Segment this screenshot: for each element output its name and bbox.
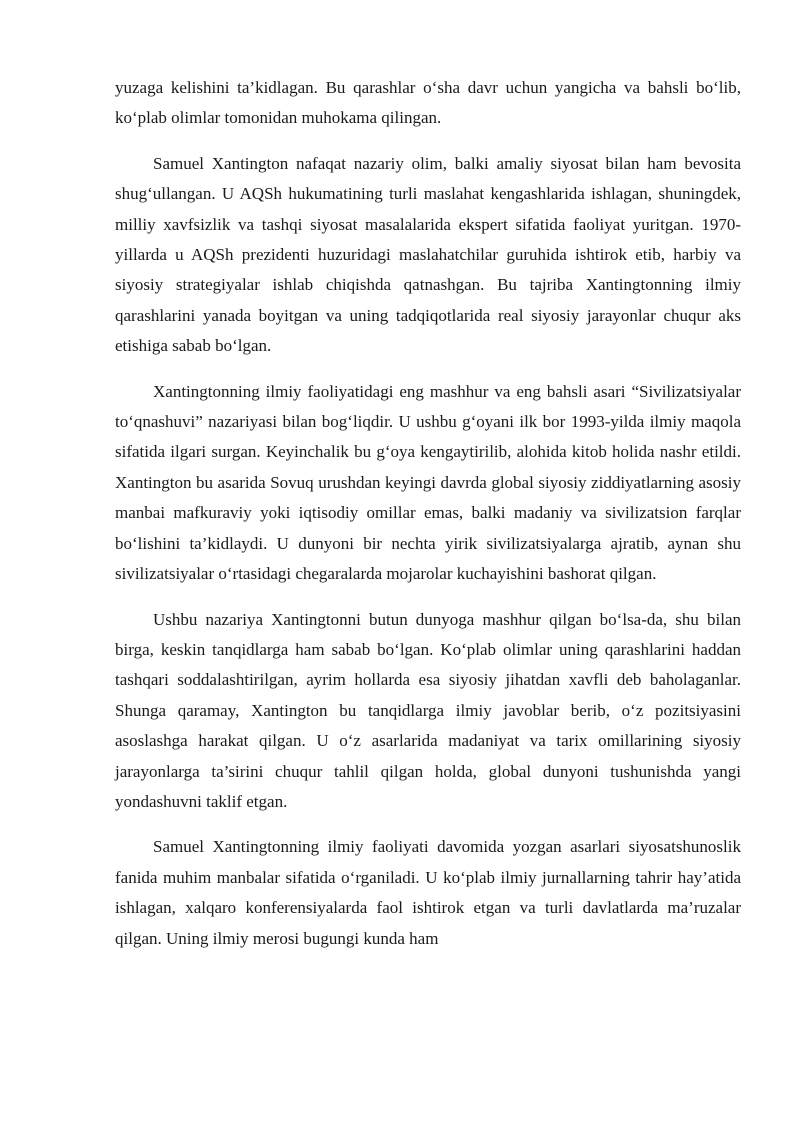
- paragraph-practical-politics: Samuel Xantington nafaqat nazariy olim, balki amaliy siyosat bilan ham bevosita shug‘ullangan. U AQSh hukumatining turli maslahat kengashlarida ishlagan, shuningdek, milliy xavfsizlik va tashqi siyosat masalalarida ekspert sifatida faoliyat yuritgan. 1970-yillarda u AQSh prezidenti huzuridagi maslahatchilar guruhida ishtirok etib, harbiy va siyosiy strategiyalar ishlab chiqishda qatnashgan. Bu tajriba Xantingtonning ilmiy qarashlarini yanada boyitgan va uning tadqiqotlarida real siyosiy jarayonlar chuqur aks etishiga sabab bo‘lgan.: [115, 153, 741, 356]
- paragraph-continued: yuzaga kelishini ta’kidlagan. Bu qarashlar o‘sha davr uchun yangicha va bahsli bo‘lib, ko‘plab olimlar tomonidan muhokama qilingan.: [115, 78, 741, 128]
- paragraph-criticism: Ushbu nazariya Xantingtonni butun dunyoga mashhur qilgan bo‘lsa-da, shu bilan birga, keskin tanqidlarga ham sabab bo‘lgan. Ko‘plab olimlar uning qarashlarini haddan tashqari soddalashtirilgan, ayrim hollarda esa siyosiy jihatdan xavfli deb baholaganlar. Shunga qaramay, Xantington bu tanqidlarga ilmiy javoblar berib, o‘z pozitsiyasini asoslashga harakat qilgan. U o‘z asarlarida madaniyat va tarix omillarining siyosiy jarayonlarga ta’sirini chuqur tahlil qilgan holda, global dunyoni tushunishda yangi yondashuvni taklif etgan.: [115, 609, 741, 811]
- paragraph-clash-of-civilizations: Xantingtonning ilmiy faoliyatidagi eng mashhur va eng bahsli asari “Sivilizatsiyalar to‘qnashuvi” nazariyasi bilan bog‘liqdir. U ushbu g‘oyani ilk bor 1993-yilda ilmiy maqola sifatida ilgari surgan. Keyinchalik bu g‘oya kengaytirilib, alohida kitob holida nashr etildi. Xantington bu asarida Sovuq urushdan keyingi davrda global siyosiy ziddiyatlarning asosiy manbai mafkuraviy yoki iqtisodiy omillar emas, balki madaniy va sivilizatsion farqlar bo‘lishini ta’kidlaydi. U dunyoni bir nechta yirik sivilizatsiyalarga ajratib, aynan shu sivilizatsiyalar o‘rtasidagi chegaralarda mojarolar kuchayishini bashorat qilgan.: [115, 381, 741, 584]
- document-page: [115, 73, 741, 969]
- paragraph-legacy: Samuel Xantingtonning ilmiy faoliyati davomida yozgan asarlari siyosatshunoslik fanida muhim manbalar sifatida o‘rganiladi. U ko‘plab ilmiy jurnallarning tahrir hay’atida ishlagan, xalqaro konferensiyalarda faol ishtirok etgan va turli davlatlarda ma’ruzalar qilgan. Uning ilmiy merosi bugungi kunda ham: [115, 837, 741, 948]
